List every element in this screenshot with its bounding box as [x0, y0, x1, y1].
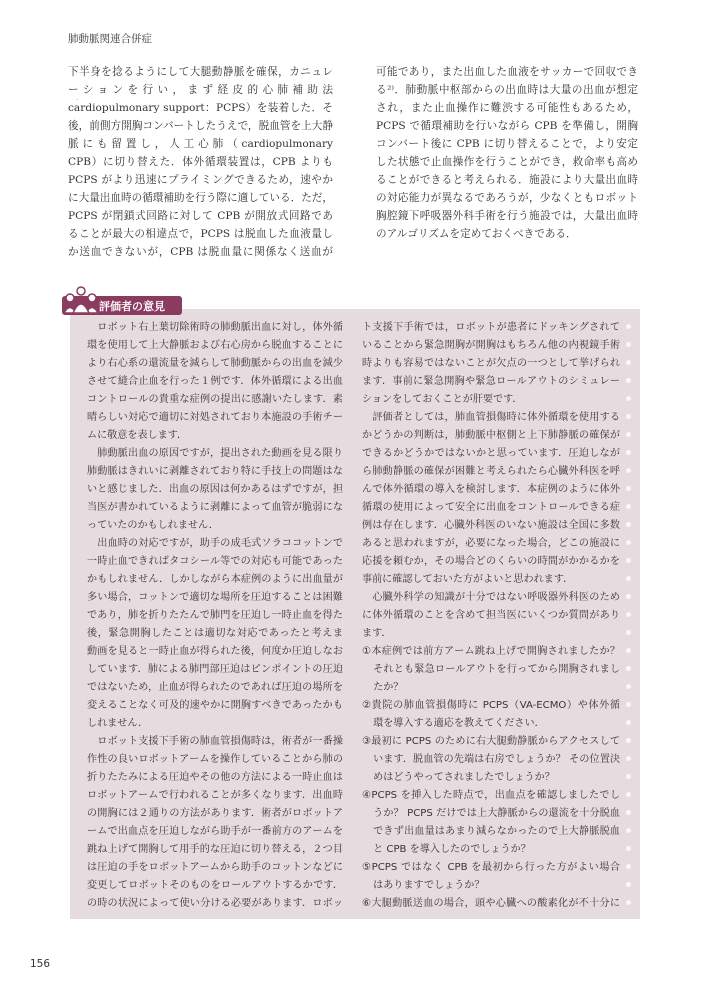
text-line: であり，肺を折りたたんで肺門を圧迫し一時止血を得た [87, 610, 343, 621]
text-line: より右心系の還流量を減らして肺動脈からの出血を減少 [87, 358, 343, 369]
text-line: 肺動脈出血の原因ですが，提出された動画を見る限り [87, 448, 343, 459]
text-line: ロボット右上葉切除術時の肺動脈出血に対し，体外循 [87, 322, 343, 333]
text-line: 動画を見ると一時止血が得られた後，何度か圧迫しなお [87, 646, 343, 657]
text-line: かどうかの判断は，肺動脈中枢側と上下肺静脈の確保が [362, 430, 620, 441]
question-line: ⑥大腿動脈送血の場合，頭や心臓への酸素化が不十分に [362, 898, 620, 909]
text-line: る²⁾．肺動脈中枢部からの出血時は大量の出血が想定 [376, 84, 638, 96]
border-dot [626, 342, 631, 347]
text-line: 肺動脈はきれいに剥離されており特に手技上の問題はな [87, 466, 343, 477]
text-line: しています．肺による肺門部圧迫はピンポイントの圧迫 [87, 664, 343, 675]
text-line: ではないため，止血が得られたのであれば圧迫の場所を [87, 682, 343, 693]
text-line: しれません． [87, 718, 149, 729]
border-dot [626, 666, 631, 671]
border-dot [626, 846, 631, 851]
border-dot [626, 468, 631, 473]
border-dot [626, 576, 631, 581]
question-line: 環を導入する適応を教えてください． [373, 718, 545, 729]
border-dot [626, 612, 631, 617]
text-line: 環を使用して上大静脈および右心房から脱血することに [87, 340, 343, 351]
border-dot [626, 864, 631, 869]
text-line: いと感じました．出血の原因は何かあるはずですが，担 [87, 484, 343, 495]
border-dot [626, 558, 631, 563]
text-line: ます． [362, 628, 392, 639]
text-line: ます．事前に緊急開胸や緊急ロールアウトのシミュレー [362, 376, 620, 387]
border-dot [626, 414, 631, 419]
text-line: ることが最大の相違点で，PCPS は脱血した血液量し [68, 228, 333, 240]
question-line: ④PCPS を挿入した時点で，出血点を確認しましたでし [362, 790, 620, 801]
text-line: 折りたたみによる圧迫やその他の方法による一時止血は [87, 772, 343, 783]
question-line: たか？ [373, 682, 404, 693]
text-line: 変えることなく可及的速やかに開胸すべきであったかも [87, 700, 343, 711]
text-line: ーションを行い，まず経皮的心肺補助法 [68, 84, 333, 96]
text-line: できるかどうかではないかと思っています．圧迫しなが [362, 448, 620, 459]
text-line: PCPS がより迅速にプライミングできるため，速やか [68, 174, 333, 186]
question-line: います．脱血管の先端は右房でしょうか？ その位置決 [373, 754, 620, 765]
border-dot [626, 648, 631, 653]
text-line: 可能であり，また出血した血液をサッカーで回収でき [376, 66, 638, 78]
text-line: 晴らしい対応で適切に対処されており本施設の手術チー [87, 412, 343, 423]
border-dot [626, 702, 631, 707]
text-line: ロボットアームで行われることが多くなります．出血時 [87, 790, 343, 801]
text-line: ムに敬意を表します． [87, 430, 188, 441]
text-line: 後，緊急開胸したことは適切な対応であったと考えま [87, 628, 343, 639]
border-dot [626, 540, 631, 545]
border-dot [626, 810, 631, 815]
reviewer-comment-badge [62, 296, 182, 315]
border-dot [626, 882, 631, 887]
text-line: 作性の良いロボットアームを操作していることから肺の [87, 754, 343, 765]
body-column-left [68, 64, 333, 262]
text-line: あると思われますが，必要になった場合，どこの施設に [362, 538, 620, 549]
border-dot [626, 900, 631, 905]
text-line: か送血できないが，CPB は脱血量に関係なく送血が [68, 246, 333, 258]
page-number: 156 [30, 958, 51, 970]
text-line: 事前に確認しておいた方がよいと思われます． [362, 574, 574, 585]
review-column-left [87, 318, 343, 912]
text-line: んで体外循環の導入を検討します．本症例のように体外 [362, 484, 620, 495]
question-line: ③最初に PCPS のために右大腿動静脈からアクセスして [362, 736, 620, 747]
text-line: コントロールの貴重な症例の提出に感謝いたします．素 [87, 394, 343, 405]
text-line: 跳ね上げて開胸して用手的な圧迫に切り替える，２つ目 [87, 844, 343, 855]
text-line: の開胸には２通りの方法があります．術者がロボットア [87, 808, 343, 819]
text-line: させて縫合止血を行った１例です．体外循環による出血 [87, 376, 343, 387]
border-dot [626, 828, 631, 833]
text-line: した状態で止血操作を行うことができ，救命率も高め [376, 156, 638, 168]
border-dot [626, 522, 631, 527]
reviewers-icon [62, 285, 100, 315]
border-dot [626, 504, 631, 509]
text-line: の時の状況によって使い分ける必要があります．ロボッ [87, 898, 343, 909]
text-line: cardiopulmonary support：PCPS）を装着した．そ [68, 102, 333, 114]
decorative-dot-border [625, 318, 633, 913]
text-line: に大量出血時の循環補助を行う際に適している．ただ， [68, 192, 333, 204]
text-line: 脈にも留置し，人工心肺（cardiopulmonary [68, 138, 333, 150]
text-line: ることができると考えられる．施設により大量出血時 [376, 174, 638, 186]
question-line: うか？ PCPS だけでは上大静脈からの還流を十分脱血 [373, 808, 620, 819]
border-dot [626, 396, 631, 401]
text-line: され，また止血操作に難渋する可能性もあるため， [376, 102, 638, 114]
text-line: コンバート後に CPB に切り替えることで，より安定 [376, 138, 638, 150]
text-line: に体外循環のことを含めて担当医にいくつか質問があり [362, 610, 620, 621]
border-dot [626, 432, 631, 437]
text-line: CPB）に切り替えた．体外循環装置は，CPB よりも [68, 156, 333, 168]
question-line: めはどうやってされましたでしょうか？ [373, 772, 555, 783]
reviewer-comment-title: 評価者の意見 [99, 300, 165, 313]
border-dot [626, 594, 631, 599]
review-column-right [362, 318, 620, 912]
text-line: 循環の使用によって安全に出血をコントロールできる症 [362, 502, 620, 513]
border-dot [626, 450, 631, 455]
text-line: 後，前側方開胸コンバートしたうえで，脱血管を上大静 [68, 120, 333, 132]
border-dot [626, 792, 631, 797]
border-dot [626, 324, 631, 329]
question-line: はありますでしょうか？ [373, 880, 485, 891]
text-line: は圧迫の手をロボットアームから助手のコットンなどに [87, 862, 343, 873]
text-line: いることから緊急開胸が開胸はもちろん他の内視鏡手術 [362, 340, 620, 351]
text-line: ームで出血点を圧迫しながら助手が一番前方のアームを [87, 826, 343, 837]
text-line: PCPS で循環補助を行いながら CPB を準備し，開胸 [376, 120, 638, 132]
running-header: 肺動脈関連合併症 [68, 33, 152, 45]
text-line: かもしれません．しかしながら本症例のように出血量が [87, 574, 343, 585]
text-line: 応援を頼むか，その場合どのくらいの時間がかかるかを [362, 556, 620, 567]
question-line: できず出血量はあまり減らなかったので上大静脈脱血 [373, 826, 620, 837]
border-dot [626, 738, 631, 743]
text-line: 評価者としては，肺血管損傷時に体外循環を使用する [362, 412, 620, 423]
text-line: 心臓外科学の知識が十分ではない呼吸器外科医のため [362, 592, 620, 603]
text-line: 出血時の対応ですが，助手の成毛式ソラココットンで [87, 538, 343, 549]
body-column-right [376, 64, 638, 244]
text-line: ロボット支援下手術の肺血管損傷時は，術者が一番操 [87, 736, 343, 747]
text-line: 変更してロボットそのものをロールアウトするかです． [87, 880, 343, 891]
text-line: PCPS が閉鎖式回路に対して CPB が開放式回路であ [68, 210, 333, 222]
text-line: ションをしておくことが肝要です． [362, 394, 523, 405]
border-dot [626, 360, 631, 365]
text-line: 多い場合，コットンで適切な場所を圧迫することは困難 [87, 592, 343, 603]
text-line: のアルゴリズムを定めておくべきである． [376, 228, 577, 240]
text-line: 下半身を捻るようにして大腿動静脈を確保，カニュレ [68, 66, 333, 78]
text-line: 当医が書かれているように剥離によって血管が脆弱にな [87, 502, 343, 513]
border-dot [626, 720, 631, 725]
border-dot [626, 684, 631, 689]
border-dot [626, 756, 631, 761]
question-line: ⑤PCPS ではなく CPB を最初から行った方がよい場合 [362, 862, 620, 873]
border-dot [626, 630, 631, 635]
question-line: それとも緊急ロールアウトを行ってから開胸されまし [373, 664, 620, 675]
text-line: 胸腔鏡下呼吸器外科手術を行う施設では，大量出血時 [376, 210, 638, 222]
question-line: と CPB を導入したのでしょうか？ [373, 844, 531, 855]
text-line: っていたのかもしれません． [87, 520, 219, 531]
text-line: の対応能力が異なるであろうが，少なくともロボット [376, 192, 638, 204]
text-line: 例は存在します．心臓外科医のいない施設は全国に多数 [362, 520, 620, 531]
text-line: ら肺動静脈の確保が困難と考えられたら心臓外科医を呼 [362, 466, 620, 477]
border-dot [626, 378, 631, 383]
border-dot [626, 774, 631, 779]
question-line: ②貴院の肺血管損傷時に PCPS（VA-ECMO）や体外循 [362, 700, 620, 711]
text-line: ト支援下手術では，ロボットが患者にドッキングされて [362, 322, 620, 333]
text-line: 時よりも容易ではないことが欠点の一つとして挙げられ [362, 358, 620, 369]
text-line: 一時止血できればタコシール等での対応も可能であった [87, 556, 343, 567]
border-dot [626, 486, 631, 491]
question-line: ①本症例では前方アーム跳ね上げで開胸されましたか？ [362, 646, 620, 657]
